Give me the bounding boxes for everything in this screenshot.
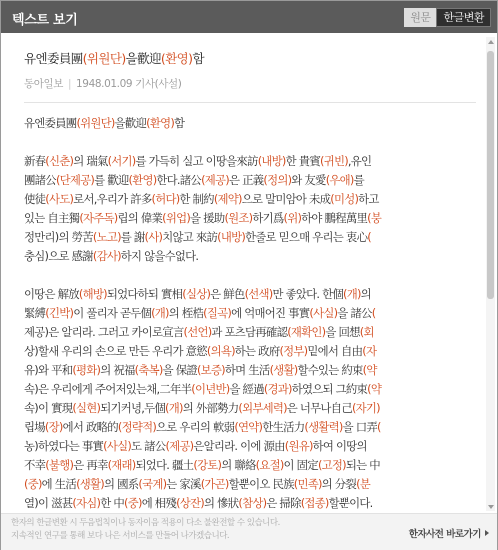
triangle-right-icon[interactable] xyxy=(485,530,489,536)
article-paragraph-1 xyxy=(24,152,476,266)
article-line: 열)이 滋甚(자심)한 中(중)에 相殘(상잔)의 慘狀(참상)은 掃除(접종)할뿐이다. xyxy=(24,496,373,510)
article-line: 정만리)의 勞苦(노고)를 謝(사)치않고 來訪(내방)한줄로 믿으매 우리는 衷心( xyxy=(24,230,371,244)
conversion-notice xyxy=(11,517,280,543)
article-line: 농)하였다는 事實(사실)도 諸公(제공)은알리라. 이에 源由(원유)하여 이땅의 xyxy=(24,439,367,453)
article-line: 유)와 平和(평화)의 祝福(축복)을 保證(보증)하며 生活(생활)할수있는 約束(약 xyxy=(24,363,377,377)
window-title: 텍스트 보기 xyxy=(12,13,78,28)
scroll-up-icon[interactable] xyxy=(486,37,495,46)
article-line: (중)에 生活(생활)의 國系(국계)는 家溪(가곤)할뿐이오 民族(민족)의 分裂(분 xyxy=(24,477,371,491)
article-body xyxy=(24,114,476,513)
article-line: 충심)으로 感謝(감사)하지 않을수없다. xyxy=(24,249,199,263)
article-line: 있는 自主獨(자주독)립의 偉業(위업)을 援助(원조)하기爲(위)하야 鵬程萬里(붕 xyxy=(24,211,382,225)
article-line: 립場(장)에서 政略的(정략적)으로 우리의 軟弱(연약)한生活力(생활력)을 口弄( xyxy=(24,420,381,434)
header-divider xyxy=(24,102,476,103)
scroll-down-icon[interactable] xyxy=(486,502,495,511)
article-line: 제공)은 알리라. 그러고 카이로宣言(선언)과 포츠담再確認(재확인)을 回想(회 xyxy=(24,325,374,339)
article-line: 使徒(사도)로서,우리가 許多(허다)한 制約(제약)으로 말미암아 未成(미성)하고 xyxy=(24,192,379,206)
article-line: 新春(신춘)의 瑞氣(서기)를 가득히 실고 이땅을來訪(내방)한 貴賓(귀빈),유인 xyxy=(24,154,372,168)
article-lead: 유엔委員團(위원단)을歡迎(환영)함 xyxy=(24,116,185,130)
footer-notice-bar xyxy=(1,513,497,550)
article-line: 속)은 우리에게 주어저있는채,二年半(이년반)을 經過(경과)하였으되 그約束(약 xyxy=(24,382,382,396)
conversion-notice-line-1: 한자의 한글변환 시 두음법칙이나 동자이음 적용이 다소 불완전할 수 있습니다. xyxy=(11,518,280,528)
article-line: 緊縛(긴박)이 풀리자 곧두個(개)의 桎梏(질곡)에 억매어진 事實(사실)을 諸公( xyxy=(24,306,376,320)
hangul-convert-button[interactable]: 한글변환 xyxy=(436,8,491,27)
paragraph-spacer xyxy=(24,266,476,285)
view-mode-toggle xyxy=(404,8,491,27)
original-text-button[interactable]: 원문 xyxy=(404,8,436,27)
meta-divider: | xyxy=(67,78,72,90)
article-line: 이땅은 解放(해방)되었다하되 實相(실상)은 鮮色(선색)만 좋았다. 한個(개)의 xyxy=(24,287,371,301)
article-source: 동아일보 xyxy=(24,78,63,90)
article-line: 不幸(불행)은 再幸(재래)되었다. 疆土(강토)의 聯絡(요절)이 固定(고정)되는 中 xyxy=(24,458,380,472)
article-line: 속)이 實現(실현)되기커녕,두個(개)의 外部勢力(외부세력)은 너무나自己(자기) xyxy=(24,401,380,415)
article-title: 유엔委員團(위원단)을歡迎(환영)함 xyxy=(24,51,204,66)
hanja-dictionary-link[interactable]: 한자사전 바로가기 xyxy=(408,529,481,540)
paragraph-spacer xyxy=(24,133,476,152)
conversion-notice-line-2: 지속적인 연구를 통해 보다 나은 서비스를 만들어 나가겠습니다. xyxy=(11,531,230,541)
window-titlebar xyxy=(1,1,497,33)
article-meta xyxy=(24,76,476,91)
article-line: 상)할새 우리의 손으로 만든 우리가 意慾(의욕)하는 政府(정부)밑에서 自由(자 xyxy=(24,344,377,358)
article-paragraph-2 xyxy=(24,285,476,513)
article-content[interactable] xyxy=(1,33,486,513)
article-date: 1948.01.09 기사(사설) xyxy=(76,78,182,90)
scrollbar-thumb[interactable] xyxy=(487,51,494,299)
article-line: 團諸公(단제공)를 歡迎(환영)한다.諸公(제공)은 正義(정의)와 友愛(우애)를 xyxy=(24,173,364,187)
